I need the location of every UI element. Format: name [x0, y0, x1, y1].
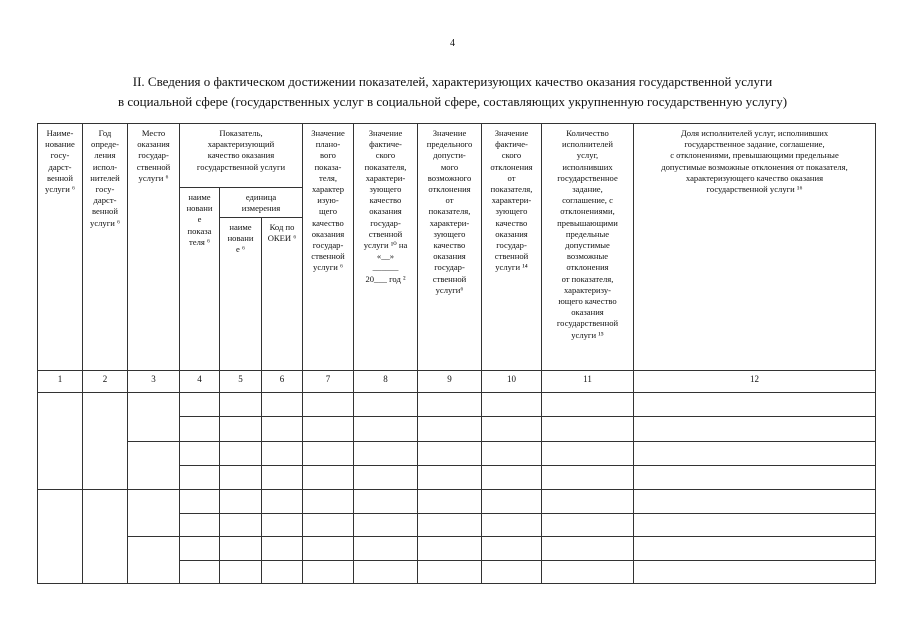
data-cell[interactable] — [302, 513, 354, 537]
header-executors-count: Количество исполнителей услуг, исполнивших государственное задание, соглашение, с отклонениями, превышающими предельные допустимые возможные отклонения от показателя, характеризу- ющего качество оказания государственной услуги ¹⁵ — [541, 123, 634, 371]
data-cell[interactable] — [633, 560, 876, 584]
data-cell[interactable] — [353, 513, 418, 537]
data-cell[interactable] — [302, 441, 354, 466]
data-cell[interactable] — [481, 536, 542, 561]
data-cell[interactable] — [481, 513, 542, 537]
data-cell[interactable] — [179, 560, 220, 584]
data-cell[interactable] — [633, 392, 876, 417]
data-cell[interactable] — [481, 416, 542, 442]
data-cell[interactable] — [353, 441, 418, 466]
data-cell[interactable] — [82, 392, 128, 490]
data-cell[interactable] — [261, 441, 303, 466]
data-cell[interactable] — [219, 513, 262, 537]
data-cell[interactable] — [219, 536, 262, 561]
column-number: 8 — [353, 370, 418, 393]
column-number: 11 — [541, 370, 634, 393]
data-cell[interactable] — [219, 392, 262, 417]
data-cell[interactable] — [261, 465, 303, 490]
data-cell[interactable] — [633, 536, 876, 561]
data-cell[interactable] — [633, 465, 876, 490]
column-number: 5 — [219, 370, 262, 393]
data-cell[interactable] — [417, 513, 482, 537]
column-number: 12 — [633, 370, 876, 393]
data-cell[interactable] — [481, 392, 542, 417]
header-planned-value: Значение плано- вого показа- теля, характер изую- щего качество оказания государ- ственной услуги ⁶ — [302, 123, 354, 371]
data-cell[interactable] — [633, 441, 876, 466]
data-cell[interactable] — [481, 441, 542, 466]
data-cell[interactable] — [261, 416, 303, 442]
column-number: 3 — [127, 370, 180, 393]
data-cell[interactable] — [541, 416, 634, 442]
data-cell[interactable] — [481, 489, 542, 514]
data-cell[interactable] — [541, 465, 634, 490]
data-cell[interactable] — [353, 392, 418, 417]
data-cell[interactable] — [633, 513, 876, 537]
column-number: 7 — [302, 370, 354, 393]
data-cell[interactable] — [417, 392, 482, 417]
column-number: 9 — [417, 370, 482, 393]
header-indicator-name: наиме новани е показа теля ⁶ — [179, 187, 220, 371]
data-cell[interactable] — [219, 416, 262, 442]
data-cell[interactable] — [82, 489, 128, 584]
data-cell[interactable] — [302, 560, 354, 584]
data-cell[interactable] — [37, 489, 83, 584]
header-place: Место оказания государ- ственной услуги ⁶ — [127, 123, 180, 371]
section-heading-line-1: II. Сведения о фактическом достижении показателей, характеризующих качество оказания государственной услуги — [132, 74, 773, 89]
data-cell[interactable] — [219, 489, 262, 514]
data-cell[interactable] — [261, 536, 303, 561]
column-number: 1 — [37, 370, 83, 393]
header-actual-deviation: Значение фактиче- ского отклонения от показателя, характери- зующего качество оказания государ- ственной услуги ¹⁴ — [481, 123, 542, 371]
data-cell[interactable] — [481, 465, 542, 490]
data-cell[interactable] — [417, 441, 482, 466]
data-cell[interactable] — [179, 416, 220, 442]
data-cell[interactable] — [417, 536, 482, 561]
data-cell[interactable] — [633, 489, 876, 514]
data-cell[interactable] — [417, 489, 482, 514]
data-cell[interactable] — [541, 560, 634, 584]
data-cell[interactable] — [481, 560, 542, 584]
data-cell[interactable] — [353, 560, 418, 584]
data-cell[interactable] — [541, 536, 634, 561]
column-number: 2 — [82, 370, 128, 393]
data-cell[interactable] — [353, 489, 418, 514]
data-cell[interactable] — [179, 441, 220, 466]
header-year: Год опреде- ления испол- нителей госу- дарст- венной услуги ⁶ — [82, 123, 128, 371]
header-actual-value: Значение фактиче- ского показателя, характери- зующего качество оказания государ- ственной услуги ¹⁰ на «__» ______ 20___ год ² — [353, 123, 418, 371]
header-indicator-group: Показатель, характеризующий качество оказания государственной услуги — [179, 123, 303, 188]
column-number: 6 — [261, 370, 303, 393]
data-cell[interactable] — [541, 392, 634, 417]
data-cell[interactable] — [417, 560, 482, 584]
data-cell[interactable] — [179, 513, 220, 537]
data-cell[interactable] — [302, 465, 354, 490]
data-cell[interactable] — [353, 416, 418, 442]
data-cell[interactable] — [541, 513, 634, 537]
data-cell[interactable] — [179, 465, 220, 490]
data-cell[interactable] — [261, 513, 303, 537]
column-number: 10 — [481, 370, 542, 393]
data-cell[interactable] — [302, 416, 354, 442]
page-number: 4 — [450, 38, 455, 49]
data-cell[interactable] — [179, 536, 220, 561]
data-cell[interactable] — [417, 416, 482, 442]
data-cell[interactable] — [302, 392, 354, 417]
data-cell[interactable] — [219, 441, 262, 466]
header-unit-group: единица измерения — [219, 187, 303, 218]
data-cell[interactable] — [127, 489, 180, 537]
data-cell[interactable] — [179, 489, 220, 514]
data-cell[interactable] — [261, 392, 303, 417]
data-cell[interactable] — [261, 489, 303, 514]
data-cell[interactable] — [127, 392, 180, 442]
data-cell[interactable] — [219, 560, 262, 584]
data-cell[interactable] — [353, 536, 418, 561]
data-cell[interactable] — [541, 489, 634, 514]
data-cell[interactable] — [127, 441, 180, 490]
section-heading-line-2: в социальной сфере (государственных услуг в социальной сфере, составляющих укрупненную государственную услугу) — [117, 94, 788, 109]
data-cell[interactable] — [302, 489, 354, 514]
data-cell[interactable] — [261, 560, 303, 584]
data-cell[interactable] — [302, 536, 354, 561]
header-service-name: Наиме- нование госу- дарст- венной услуги ⁶ — [37, 123, 83, 371]
data-cell[interactable] — [541, 441, 634, 466]
data-cell[interactable] — [353, 465, 418, 490]
header-max-deviation: Значение предельного допусти- мого возможного отклонения от показателя, характери- зующего качество оказания государ- ственной услуги⁶ — [417, 123, 482, 371]
data-cell[interactable] — [127, 536, 180, 584]
data-cell[interactable] — [219, 465, 262, 490]
header-unit-name: наиме новани е ⁶ — [219, 217, 262, 371]
data-cell[interactable] — [179, 392, 220, 417]
header-executors-share: Доля исполнителей услуг, исполнивших государственное задание, соглашение, с отклонениями, превышающими предельные допустимые возможные отклонения от показателя, характеризующего качество оказания государственной услуги ¹⁶ — [633, 123, 876, 371]
data-cell[interactable] — [417, 465, 482, 490]
column-number: 4 — [179, 370, 220, 393]
header-okei-code: Код по ОКЕИ ⁶ — [261, 217, 303, 371]
data-cell[interactable] — [37, 392, 83, 490]
data-cell[interactable] — [633, 416, 876, 442]
